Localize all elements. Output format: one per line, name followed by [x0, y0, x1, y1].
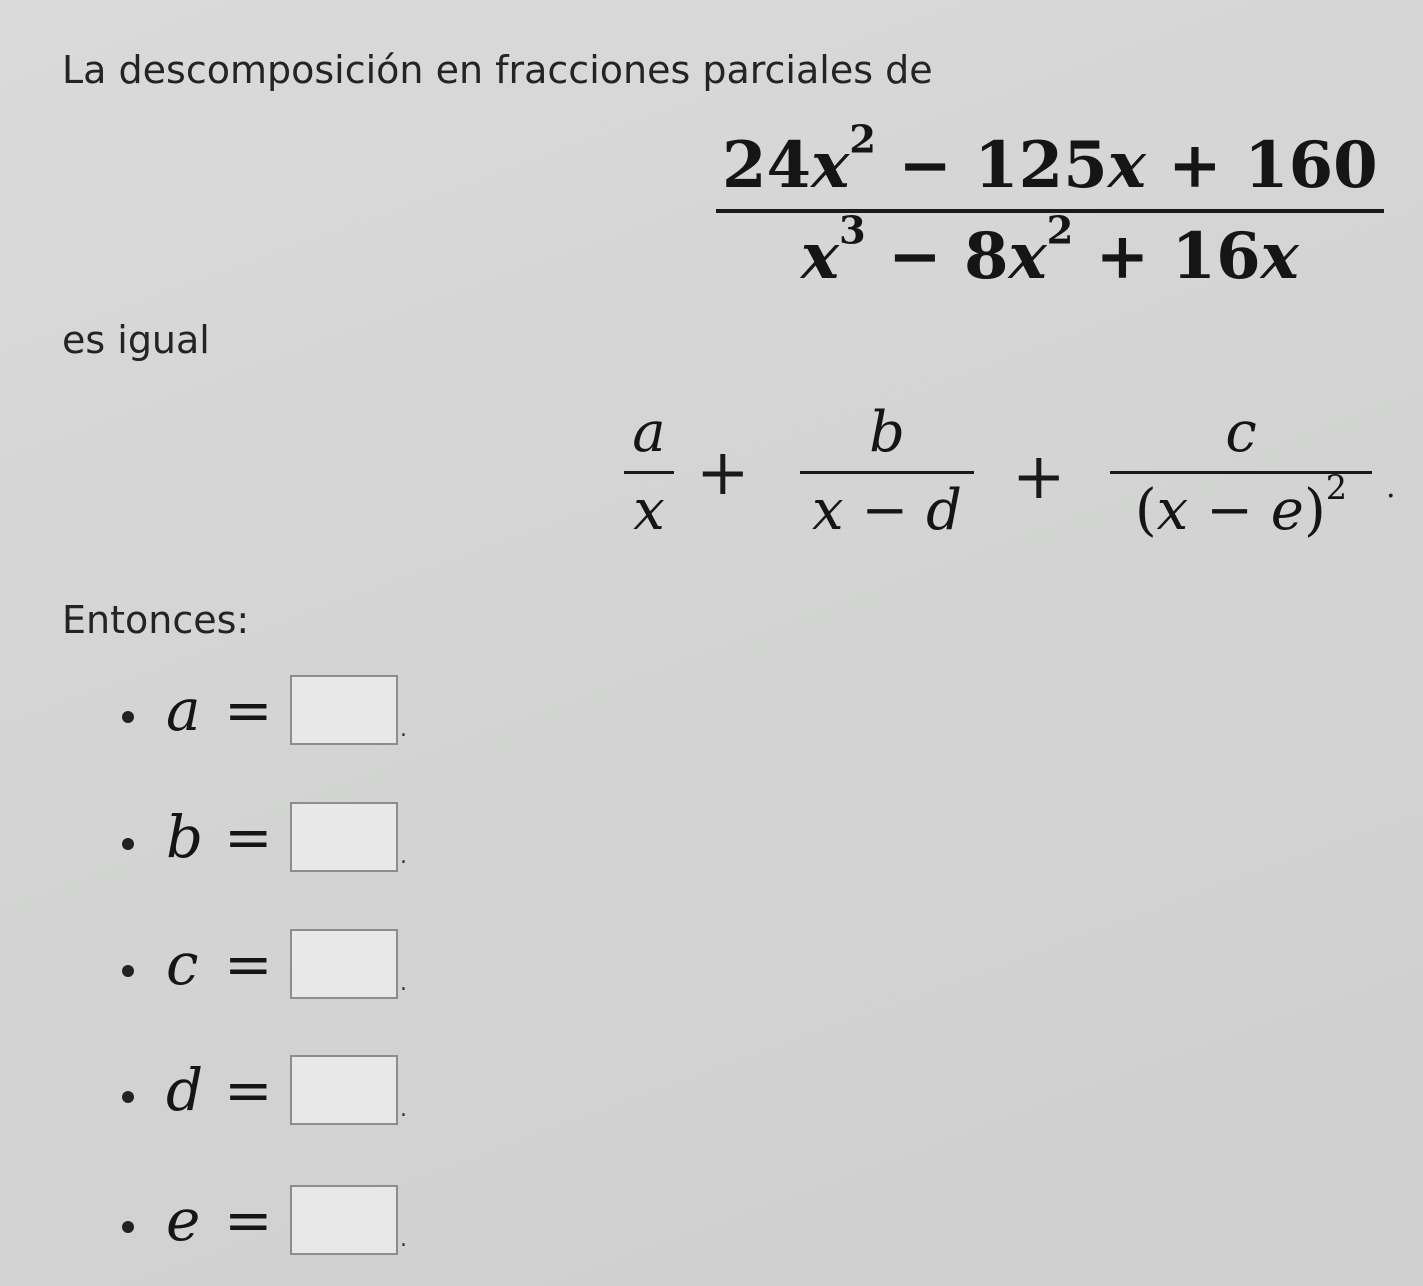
- term2-fraction: [800, 400, 974, 543]
- then-text: Entonces:: [62, 598, 250, 642]
- term3-numerator: c: [1225, 400, 1257, 465]
- equals-sign: =: [224, 930, 273, 998]
- term2-den-var: x: [812, 478, 844, 543]
- term3-den-const: e: [1270, 478, 1304, 543]
- equals-sign: =: [224, 1056, 273, 1124]
- answer-period: .: [400, 716, 407, 742]
- term2-numerator: b: [869, 400, 905, 465]
- intro-text: La descomposición en fracciones parciales de: [62, 48, 933, 92]
- term1-denominator: x: [633, 478, 665, 543]
- answer-variable-label: c: [166, 930, 199, 998]
- term3-fraction: [1110, 400, 1372, 543]
- numerator-term2-coef: − 125: [875, 128, 1108, 203]
- bullet-icon: [122, 965, 134, 977]
- main-fraction: [716, 117, 1384, 294]
- answer-variable-label: a: [166, 676, 201, 744]
- numerator-var: x: [811, 128, 850, 203]
- denominator-var2: x: [1008, 219, 1047, 294]
- numerator-coef: 24: [722, 128, 812, 203]
- equals-text: es igual: [62, 318, 210, 362]
- answer-variable-label: b: [166, 803, 204, 871]
- term3-denominator: [1134, 467, 1348, 543]
- answer-input-e[interactable]: [290, 1185, 398, 1255]
- term2-den-minus: −: [843, 478, 927, 543]
- bullet-icon: [122, 1221, 134, 1233]
- equals-sign: =: [224, 1186, 273, 1254]
- term3-den-close-paren: ): [1303, 478, 1326, 543]
- answer-item-e: [122, 1180, 407, 1260]
- answer-period: .: [400, 1226, 407, 1252]
- denominator-var3: x: [1260, 219, 1299, 294]
- denominator-term3-coef: + 16: [1073, 219, 1261, 294]
- answer-variable-label: e: [166, 1186, 201, 1254]
- decomposition-period: .: [1386, 470, 1396, 505]
- answer-item-d: [122, 1050, 407, 1130]
- answer-variable-label: d: [166, 1056, 204, 1124]
- answer-item-b: [122, 797, 407, 877]
- bullet-icon: [122, 711, 134, 723]
- term2-denominator: [812, 474, 962, 543]
- term3-den-var: x: [1156, 478, 1189, 543]
- term2-den-const: d: [926, 478, 962, 543]
- bullet-icon: [122, 838, 134, 850]
- numerator-var2: x: [1107, 128, 1146, 203]
- denominator-exponent: 3: [839, 208, 866, 254]
- term3-den-minus: −: [1188, 478, 1271, 543]
- equals-sign: =: [224, 676, 273, 744]
- answer-input-b[interactable]: [290, 802, 398, 872]
- denominator-term2-coef: − 8: [865, 219, 1009, 294]
- numerator-constant: + 160: [1145, 128, 1378, 203]
- numerator-exponent: 2: [849, 117, 876, 163]
- term3-den-exponent: 2: [1325, 467, 1348, 507]
- denominator-var: x: [800, 219, 840, 294]
- equals-sign: =: [224, 803, 273, 871]
- answer-input-d[interactable]: [290, 1055, 398, 1125]
- main-fraction-numerator: [716, 117, 1384, 209]
- term1-numerator: a: [632, 400, 666, 465]
- denominator-exponent2: 2: [1046, 208, 1074, 254]
- answer-item-a: [122, 670, 407, 750]
- answer-input-c[interactable]: [290, 929, 398, 999]
- answer-input-a[interactable]: [290, 675, 398, 745]
- answer-period: .: [400, 1096, 407, 1122]
- plus-sign-1: +: [696, 436, 750, 510]
- answer-period: .: [400, 970, 407, 996]
- term3-den-open-paren: (: [1134, 478, 1157, 543]
- plus-sign-2: +: [1012, 440, 1066, 514]
- bullet-icon: [122, 1091, 134, 1103]
- answer-period: .: [400, 843, 407, 869]
- main-fraction-denominator: [800, 208, 1299, 294]
- answer-item-c: [122, 924, 407, 1004]
- term1-fraction: [624, 400, 674, 543]
